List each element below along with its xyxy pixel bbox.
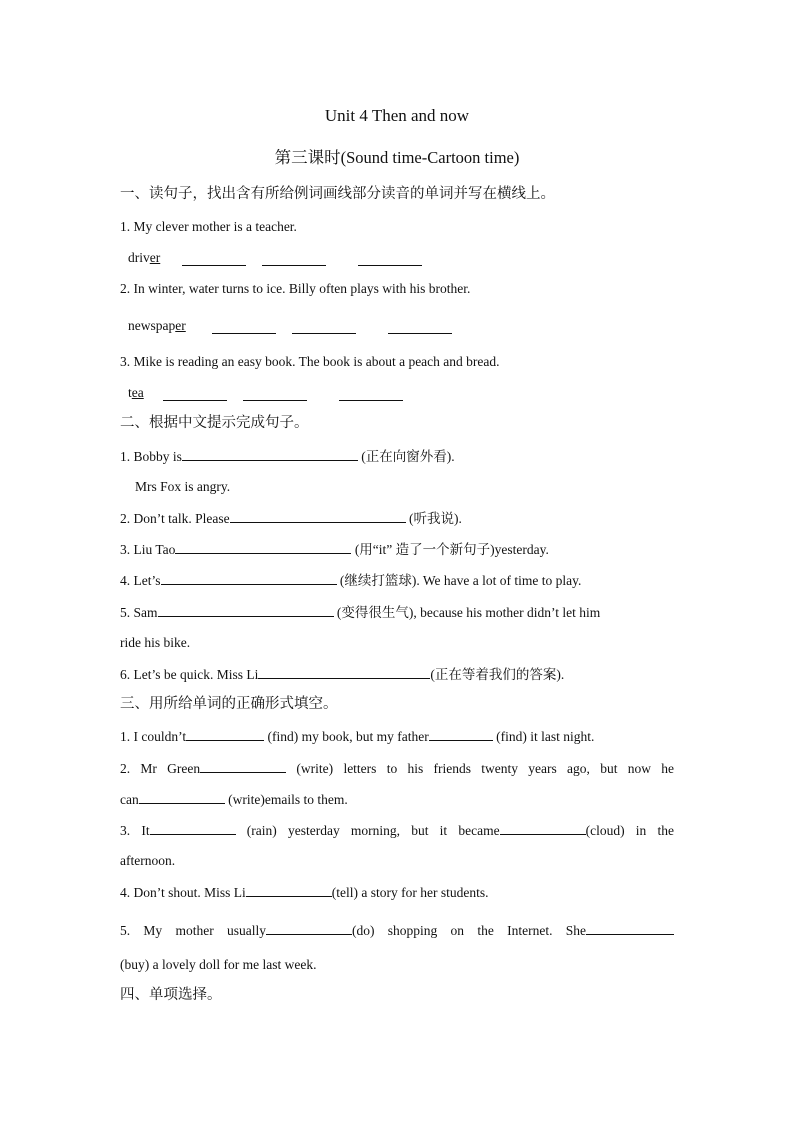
- s2-q1-post: (正在向窗外看).: [357, 449, 455, 464]
- s2-q1: [120, 446, 674, 467]
- page-subtitle: 第三课时(Sound time-Cartoon time): [274, 148, 520, 167]
- s1-q2-blank-2[interactable]: [292, 333, 356, 334]
- s2-q6-post: (正在等着我们的答案).: [430, 667, 565, 682]
- s3-q2-blank-1[interactable]: [200, 758, 286, 773]
- s2-q6-blank[interactable]: [258, 664, 430, 679]
- s3-q2-part-a: 2. Mr Green: [120, 761, 201, 776]
- s3-q3-line2: afternoon.: [120, 853, 176, 868]
- s1-q2-sentence: 2. In winter, water turns to ice. Billy often plays with his brother.: [120, 281, 471, 296]
- s2-q2: [120, 508, 674, 529]
- section1-heading: 一、读句子，找出含有所给例词画线部分读音的单词并写在横线上。: [120, 186, 555, 202]
- s1-q3-blank-3[interactable]: [339, 400, 403, 401]
- s1-q1-blank-2[interactable]: [262, 265, 326, 266]
- s3-q5: [120, 920, 674, 941]
- s2-q4-post: (继续打篮球). We have a lot of time to play.: [336, 573, 582, 588]
- s2-q5-pre: 5. Sam: [120, 605, 158, 620]
- s3-q1-part-a: 1. I couldn’t: [120, 729, 187, 744]
- s2-q5-blank[interactable]: [158, 602, 334, 617]
- s2-q6: [120, 664, 674, 685]
- s2-q2-post: (听我说).: [405, 511, 462, 526]
- s3-q3-blank-1[interactable]: [150, 820, 236, 835]
- s3-q5-part-b: (do) shopping on the Internet. She: [351, 923, 586, 938]
- s3-q1-part-b: (find) my book, but my father: [264, 729, 429, 744]
- s2-q1-pre: 1. Bobby is: [120, 449, 182, 464]
- s2-q1-blank[interactable]: [182, 446, 358, 461]
- s3-q2-part-c: can: [120, 792, 139, 807]
- s3-q5-line2: (buy) a lovely doll for me last week.: [120, 957, 317, 972]
- s3-q2: [120, 758, 674, 779]
- s3-q1-blank-2[interactable]: [429, 726, 493, 741]
- s1-q1-example-pre: driv: [128, 250, 150, 265]
- s2-q5: [120, 602, 674, 623]
- s1-q2-blank-1[interactable]: [212, 333, 276, 334]
- s2-q1-next-line: Mrs Fox is angry.: [135, 479, 231, 494]
- s2-q5-continued: ride his bike.: [120, 635, 191, 650]
- s3-q2-line2: [120, 789, 674, 810]
- s2-q3-blank[interactable]: [175, 539, 351, 554]
- s2-q5-post: (变得很生气), because his mother didn’t let him: [333, 605, 601, 620]
- s2-q4-pre: 4. Let’s: [120, 573, 161, 588]
- s3-q2-part-b: (write) letters to his friends twenty years ago, but now he: [286, 761, 674, 776]
- s1-q2-example-underlined: er: [175, 318, 186, 333]
- s1-q2-example-pre: newspap: [128, 318, 176, 333]
- s3-q2-blank-2[interactable]: [139, 789, 225, 804]
- s1-q1-blank-3[interactable]: [358, 265, 422, 266]
- s2-q4-blank[interactable]: [161, 570, 337, 585]
- s3-q4-part-b: (tell) a story for her students.: [331, 885, 489, 900]
- s1-q1-blank-1[interactable]: [182, 265, 246, 266]
- s3-q4-part-a: 4. Don’t shout. Miss Li: [120, 885, 246, 900]
- s2-q3: [120, 539, 674, 560]
- s3-q3-blank-2[interactable]: [500, 820, 586, 835]
- s2-q2-blank[interactable]: [230, 508, 406, 523]
- section4-heading: 四、单项选择。: [120, 987, 222, 1003]
- s1-q3-sentence: 3. Mike is reading an easy book. The book is about a peach and bread.: [120, 354, 500, 369]
- s2-q3-post: (用“it” 造了一个新句子)yesterday.: [351, 542, 549, 557]
- s3-q5-blank-1[interactable]: [266, 920, 352, 935]
- s3-q3-part-a: 3. It: [120, 823, 150, 838]
- s3-q5-part-a: 5. My mother usually: [120, 923, 266, 938]
- s1-q3-blank-2[interactable]: [243, 400, 307, 401]
- section3-heading: 三、用所给单词的正确形式填空。: [120, 696, 338, 712]
- s1-q3-blank-1[interactable]: [163, 400, 227, 401]
- s3-q3-part-c: (cloud) in the: [585, 823, 674, 838]
- s1-q1-sentence: 1. My clever mother is a teacher.: [120, 219, 297, 234]
- s3-q5-blank-2[interactable]: [586, 920, 674, 935]
- s1-q1-example-underlined: er: [149, 250, 161, 265]
- s2-q3-pre: 3. Liu Tao: [120, 542, 176, 557]
- s1-q3-example-underlined: ea: [131, 385, 144, 400]
- s1-q3-example-pre: t: [128, 385, 132, 400]
- s1-q2-blank-3[interactable]: [388, 333, 452, 334]
- s2-q6-pre: 6. Let’s be quick. Miss Li: [120, 667, 259, 682]
- s3-q1-blank-1[interactable]: [186, 726, 264, 741]
- s3-q1: [120, 726, 674, 747]
- s3-q3: [120, 820, 674, 841]
- s2-q2-pre: 2. Don’t talk. Please: [120, 511, 230, 526]
- s3-q4-blank[interactable]: [246, 882, 332, 897]
- section2-heading: 二、根据中文提示完成句子。: [120, 415, 309, 431]
- s2-q4: [120, 570, 674, 591]
- s3-q3-part-b: (rain) yesterday morning, but it became: [235, 823, 500, 838]
- s3-q4: [120, 882, 674, 903]
- s3-q2-part-d: (write)emails to them.: [224, 792, 348, 807]
- page-title: Unit 4 Then and now: [324, 106, 470, 125]
- s3-q1-part-c: (find) it last night.: [492, 729, 595, 744]
